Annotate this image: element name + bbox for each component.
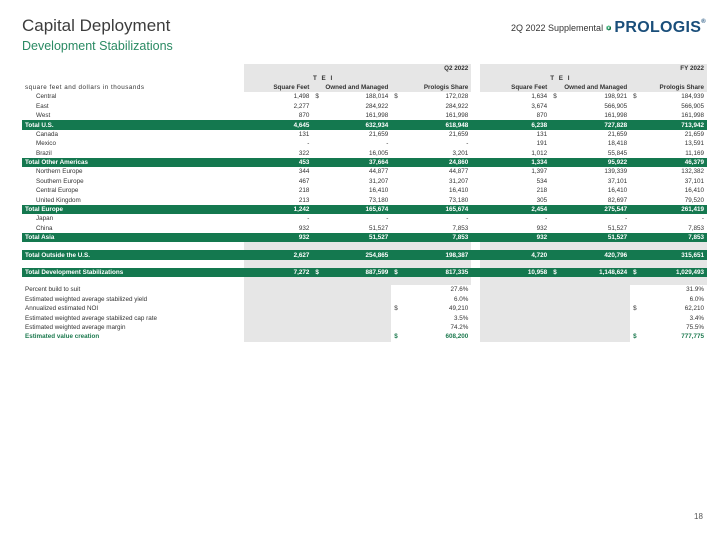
metric-row (22, 323, 707, 332)
cell-sqft: 218 (536, 187, 548, 195)
cell-owned: 1,148,624 (561, 268, 630, 277)
cell-share: 7,853 (641, 233, 707, 242)
metric-value-q: 6.0% (453, 295, 469, 303)
metric-row (22, 285, 707, 294)
cell-owned: 95,922 (561, 158, 630, 167)
cell-sqft: 1,634 (531, 93, 548, 101)
total-row (22, 120, 707, 129)
table-row (22, 186, 707, 195)
cell-dollar: $ (630, 268, 641, 277)
column-header-row (22, 83, 707, 92)
table-row (22, 195, 707, 204)
prologis-logo (606, 13, 706, 43)
cell-dollar (550, 139, 561, 148)
metric-label: Estimated weighted average stabilized yield (25, 295, 148, 303)
cell-owned: 73,180 (369, 196, 389, 204)
cell-share: 7,853 (688, 224, 704, 232)
cell-sqft: 305 (536, 196, 548, 204)
period-q: Q2 2022 (244, 64, 471, 73)
cell-owned: 420,796 (561, 250, 630, 259)
metric-value-fy: 6.0% (689, 295, 704, 303)
cell-share: 7,853 (402, 233, 471, 242)
cell-dollar (630, 224, 641, 233)
cell-share: 713,942 (641, 120, 707, 129)
metric-row (22, 295, 707, 304)
cell-dollar (391, 102, 402, 111)
cell-share: 16,410 (684, 187, 704, 195)
cell-share: 161,998 (681, 112, 704, 120)
cell-share: 315,651 (641, 250, 707, 259)
cell-dollar (550, 167, 561, 176)
cell-owned: 275,547 (561, 205, 630, 214)
cell-dollar (312, 149, 323, 158)
metric-value-fy: 75.5% (686, 323, 704, 331)
cell-owned: - (386, 140, 389, 148)
units-label: square feet and dollars in thousands (25, 83, 145, 91)
cell-dollar (391, 186, 402, 195)
cell-dollar (630, 285, 641, 294)
cell-share: 161,998 (445, 112, 469, 120)
cell-share: 13,591 (684, 140, 704, 148)
metric-value-fy: 62,210 (684, 305, 704, 313)
spacer-row (22, 242, 707, 250)
cell-dollar (630, 233, 641, 242)
cell-share: 21,659 (449, 130, 469, 138)
cell-sqft: 4,720 (480, 250, 550, 259)
period-fy: FY 2022 (480, 64, 707, 73)
cell-dollar: $ (394, 93, 398, 101)
cell-owned: 51,527 (561, 233, 630, 242)
metric-value-q: 27.6% (450, 286, 469, 294)
col-header: Owned and Managed (550, 83, 630, 92)
cell-sqft: 213 (298, 196, 310, 204)
metric-label: Estimated weighted average stabilized cap rate (25, 314, 157, 322)
cell-share: 618,948 (402, 120, 471, 129)
cell-dollar (391, 139, 402, 148)
table-row (22, 111, 707, 120)
cell-dollar (630, 323, 641, 332)
cell-owned: 198,921 (604, 93, 628, 101)
cell-dollar: $ (315, 93, 319, 101)
cell-dollar (630, 205, 641, 214)
cell-share: 31,207 (449, 177, 469, 185)
col-header: Square Feet (244, 83, 312, 92)
metric-label: Percent build to suit (25, 286, 81, 294)
cell-dollar (391, 250, 402, 259)
cell-dollar (391, 233, 402, 242)
cell-dollar: $ (550, 268, 561, 277)
spacer-row (22, 260, 707, 268)
cell-dollar (312, 158, 323, 167)
cell-dollar (550, 186, 561, 195)
cell-sqft: 1,334 (480, 158, 550, 167)
table-row (22, 214, 707, 223)
metric-value-q: 608,200 (445, 333, 469, 341)
cell-sqft: 870 (298, 112, 310, 120)
cell-dollar (391, 149, 402, 158)
cell-share: 46,379 (641, 158, 707, 167)
cell-sqft: - (307, 140, 310, 148)
row-label: Brazil (36, 149, 52, 157)
tei-label-fy: T E I (480, 73, 641, 82)
table-row (22, 139, 707, 148)
cell-dollar (391, 158, 402, 167)
cell-dollar (630, 130, 641, 139)
cell-dollar (630, 313, 641, 322)
page-title: Capital Deployment (22, 16, 171, 35)
cell-sqft: 218 (298, 187, 310, 195)
metric-row (22, 304, 707, 313)
row-label: Canada (36, 130, 59, 138)
metric-row (22, 313, 707, 322)
cell-owned: 16,410 (369, 187, 389, 195)
cell-dollar (630, 195, 641, 204)
cell-dollar: $ (633, 333, 637, 341)
table-row (22, 149, 707, 158)
row-label: Northern Europe (36, 168, 83, 176)
tei-header-row (22, 73, 707, 82)
metric-label: Estimated weighted average margin (25, 323, 126, 331)
row-label: Total Asia (22, 233, 244, 242)
cell-owned: 566,905 (604, 102, 628, 110)
cell-owned: - (625, 215, 628, 223)
cell-dollar (391, 120, 402, 129)
cell-owned: 139,339 (604, 168, 628, 176)
cell-dollar: $ (553, 93, 557, 101)
cell-share: 261,419 (641, 205, 707, 214)
page-number: 18 (694, 512, 703, 521)
cell-dollar (550, 224, 561, 233)
metric-value-q: 74.2% (450, 323, 469, 331)
cell-owned: 51,527 (369, 224, 389, 232)
cell-dollar (312, 224, 323, 233)
cell-sqft: 2,454 (480, 205, 550, 214)
cell-sqft: 191 (536, 140, 548, 148)
cell-dollar (550, 195, 561, 204)
row-label: Central Europe (36, 187, 79, 195)
cell-dollar (630, 120, 641, 129)
cell-dollar (630, 214, 641, 223)
cell-dollar (630, 149, 641, 158)
row-label: Total U.S. (22, 120, 244, 129)
cell-dollar: $ (391, 268, 402, 277)
cell-owned: 887,599 (323, 268, 391, 277)
cell-dollar (312, 205, 323, 214)
total-row (22, 233, 707, 242)
cell-dollar (312, 186, 323, 195)
total-row (22, 158, 707, 167)
cell-owned: 21,659 (369, 130, 389, 138)
cell-dollar (391, 111, 402, 120)
cell-share: 37,101 (684, 177, 704, 185)
cell-sqft: - (307, 215, 310, 223)
cell-share: 184,939 (681, 93, 704, 101)
cell-dollar (550, 205, 561, 214)
total-row (22, 205, 707, 214)
metric-label: Estimated value creation (25, 333, 100, 341)
cell-dollar (391, 214, 402, 223)
cell-owned: 165,674 (323, 205, 391, 214)
cell-dollar (630, 167, 641, 176)
cell-owned: 16,005 (369, 149, 389, 157)
cell-dollar (630, 102, 641, 111)
cell-dollar (550, 111, 561, 120)
cell-owned: 37,664 (323, 158, 391, 167)
cell-dollar (391, 195, 402, 204)
cell-share: 3,201 (452, 149, 469, 157)
cell-dollar (312, 120, 323, 129)
col-header: Prologis Share (391, 83, 471, 92)
cell-sqft: 344 (298, 168, 310, 176)
cell-owned: 16,410 (607, 187, 628, 195)
cell-dollar (312, 250, 323, 259)
row-label: East (36, 102, 49, 110)
cell-dollar (312, 167, 323, 176)
cell-owned: 18,418 (607, 140, 628, 148)
row-label: Total Europe (22, 205, 244, 214)
cell-owned: 161,998 (604, 112, 628, 120)
cell-share: - (466, 140, 469, 148)
row-label: Total Development Stabilizations (22, 268, 244, 277)
cell-dollar (391, 295, 402, 304)
cell-dollar: $ (394, 333, 398, 341)
cell-dollar (550, 149, 561, 158)
cell-share: 132,382 (681, 168, 704, 176)
cell-dollar (391, 323, 402, 332)
cell-share: 73,180 (449, 196, 469, 204)
cell-sqft: 932 (298, 224, 310, 232)
cell-dollar: $ (633, 305, 637, 313)
table-row (22, 167, 707, 176)
cell-dollar (391, 224, 402, 233)
cell-dollar (630, 139, 641, 148)
cell-dollar (391, 130, 402, 139)
cell-dollar (312, 214, 323, 223)
cell-dollar (630, 158, 641, 167)
cell-owned: 37,101 (607, 177, 628, 185)
cell-share: 44,877 (449, 168, 469, 176)
cell-dollar (312, 111, 323, 120)
cell-sqft: 932 (480, 233, 550, 242)
cell-sqft: 1,242 (244, 205, 312, 214)
cell-dollar (550, 130, 561, 139)
cell-dollar (630, 186, 641, 195)
cell-dollar (550, 214, 561, 223)
table-row (22, 130, 707, 139)
cell-dollar: $ (312, 268, 323, 277)
cell-dollar (630, 177, 641, 186)
cell-sqft: 6,238 (480, 120, 550, 129)
cell-sqft: 1,012 (531, 149, 548, 157)
cell-owned: 82,697 (607, 196, 628, 204)
cell-dollar (312, 139, 323, 148)
cell-owned: 51,527 (323, 233, 391, 242)
cell-share: - (466, 215, 469, 223)
cell-owned: 31,207 (369, 177, 389, 185)
row-label: United Kingdom (36, 196, 81, 204)
cell-share: 16,410 (449, 187, 469, 195)
cell-dollar (550, 250, 561, 259)
row-label: Mexico (36, 140, 56, 148)
logo-text: PROLOGIS® (614, 19, 706, 36)
metric-value-fy: 777,775 (681, 333, 704, 341)
cell-sqft: 7,272 (244, 268, 312, 277)
cell-share: 24,860 (402, 158, 471, 167)
cell-sqft: 1,397 (531, 168, 548, 176)
cell-sqft: 4,645 (244, 120, 312, 129)
row-label: Central (36, 93, 57, 101)
cell-share: 11,169 (685, 149, 704, 157)
cell-owned: 632,934 (323, 120, 391, 129)
cell-sqft: 2,277 (293, 102, 310, 110)
cell-sqft: 10,958 (480, 268, 550, 277)
cell-share: 79,520 (684, 196, 704, 204)
row-label: West (36, 112, 51, 120)
row-label: Japan (36, 215, 54, 223)
metric-value-q: 3.5% (453, 314, 469, 322)
cell-sqft: 322 (298, 149, 310, 157)
page-subtitle: Development Stabilizations (22, 39, 173, 53)
cell-dollar (391, 205, 402, 214)
cell-sqft: 2,627 (244, 250, 312, 259)
cell-share: 7,853 (452, 224, 469, 232)
cell-share: 1,029,493 (641, 268, 707, 277)
cell-owned: 284,922 (365, 102, 389, 110)
cell-dollar (312, 130, 323, 139)
metric-value-q: 49,210 (449, 305, 469, 313)
cell-owned: 55,845 (607, 149, 628, 157)
cell-sqft: 1,498 (293, 93, 310, 101)
metric-value-fy: 3.4% (689, 314, 704, 322)
cell-dollar (550, 158, 561, 167)
cell-owned: - (386, 215, 389, 223)
cell-dollar: $ (394, 305, 398, 313)
cell-share: 198,387 (402, 250, 471, 259)
cell-dollar (630, 111, 641, 120)
col-header: Owned and Managed (312, 83, 391, 92)
col-header: Square Feet (480, 83, 550, 92)
cell-share: 172,028 (445, 93, 469, 101)
total-row (22, 268, 707, 277)
cell-dollar (312, 195, 323, 204)
cell-dollar (312, 102, 323, 111)
row-label: Southern Europe (36, 177, 84, 185)
cell-owned: 51,527 (607, 224, 628, 232)
table-row (22, 177, 707, 186)
tei-label-q: T E I (244, 73, 402, 82)
cell-dollar (391, 167, 402, 176)
row-label: Total Outside the U.S. (22, 250, 244, 259)
cell-sqft: 3,674 (531, 102, 548, 110)
cell-dollar (312, 233, 323, 242)
cell-dollar: $ (633, 93, 637, 101)
cell-owned: 21,659 (607, 130, 628, 138)
cell-owned: 44,877 (369, 168, 389, 176)
cell-dollar (391, 313, 402, 322)
cell-sqft: 131 (536, 130, 548, 138)
cell-share: 817,335 (402, 268, 471, 277)
cell-dollar (550, 233, 561, 242)
cell-share: 284,922 (445, 102, 469, 110)
table-row (22, 224, 707, 233)
cell-share: 165,674 (402, 205, 471, 214)
cell-owned: 161,998 (365, 112, 389, 120)
cell-owned: 188,014 (365, 93, 389, 101)
cell-sqft: 534 (536, 177, 548, 185)
cell-sqft: 932 (536, 224, 548, 232)
cell-dollar (391, 177, 402, 186)
cell-sqft: 870 (536, 112, 548, 120)
cell-owned: 727,828 (561, 120, 630, 129)
cell-dollar (550, 177, 561, 186)
stabilizations-table (22, 64, 707, 342)
period-header-row (22, 64, 707, 73)
metric-label: Annualized estimated NOI (25, 305, 99, 313)
cell-dollar (312, 177, 323, 186)
row-label: China (36, 224, 53, 232)
total-row (22, 250, 707, 259)
cell-share: 21,659 (684, 130, 704, 138)
cell-dollar (630, 295, 641, 304)
cell-sqft: 932 (244, 233, 312, 242)
cell-share: 566,905 (681, 102, 704, 110)
cell-owned: 254,865 (323, 250, 391, 259)
row-label: Total Other Americas (22, 158, 244, 167)
table-row (22, 92, 707, 101)
cell-sqft: 131 (298, 130, 310, 138)
cell-share: - (701, 215, 704, 223)
cell-dollar (550, 120, 561, 129)
cell-sqft: - (545, 215, 548, 223)
cell-dollar (630, 250, 641, 259)
prologis-logo-mark-icon (606, 16, 611, 40)
cell-dollar (391, 285, 402, 294)
supplemental-label: 2Q 2022 Supplemental (511, 23, 604, 33)
spacer-row (22, 277, 707, 285)
metric-row (22, 332, 707, 341)
cell-sqft: 467 (298, 177, 310, 185)
cell-sqft: 453 (244, 158, 312, 167)
metric-value-fy: 31.9% (686, 286, 704, 294)
table-row (22, 102, 707, 111)
col-header: Prologis Share (630, 83, 707, 92)
cell-dollar (550, 102, 561, 111)
